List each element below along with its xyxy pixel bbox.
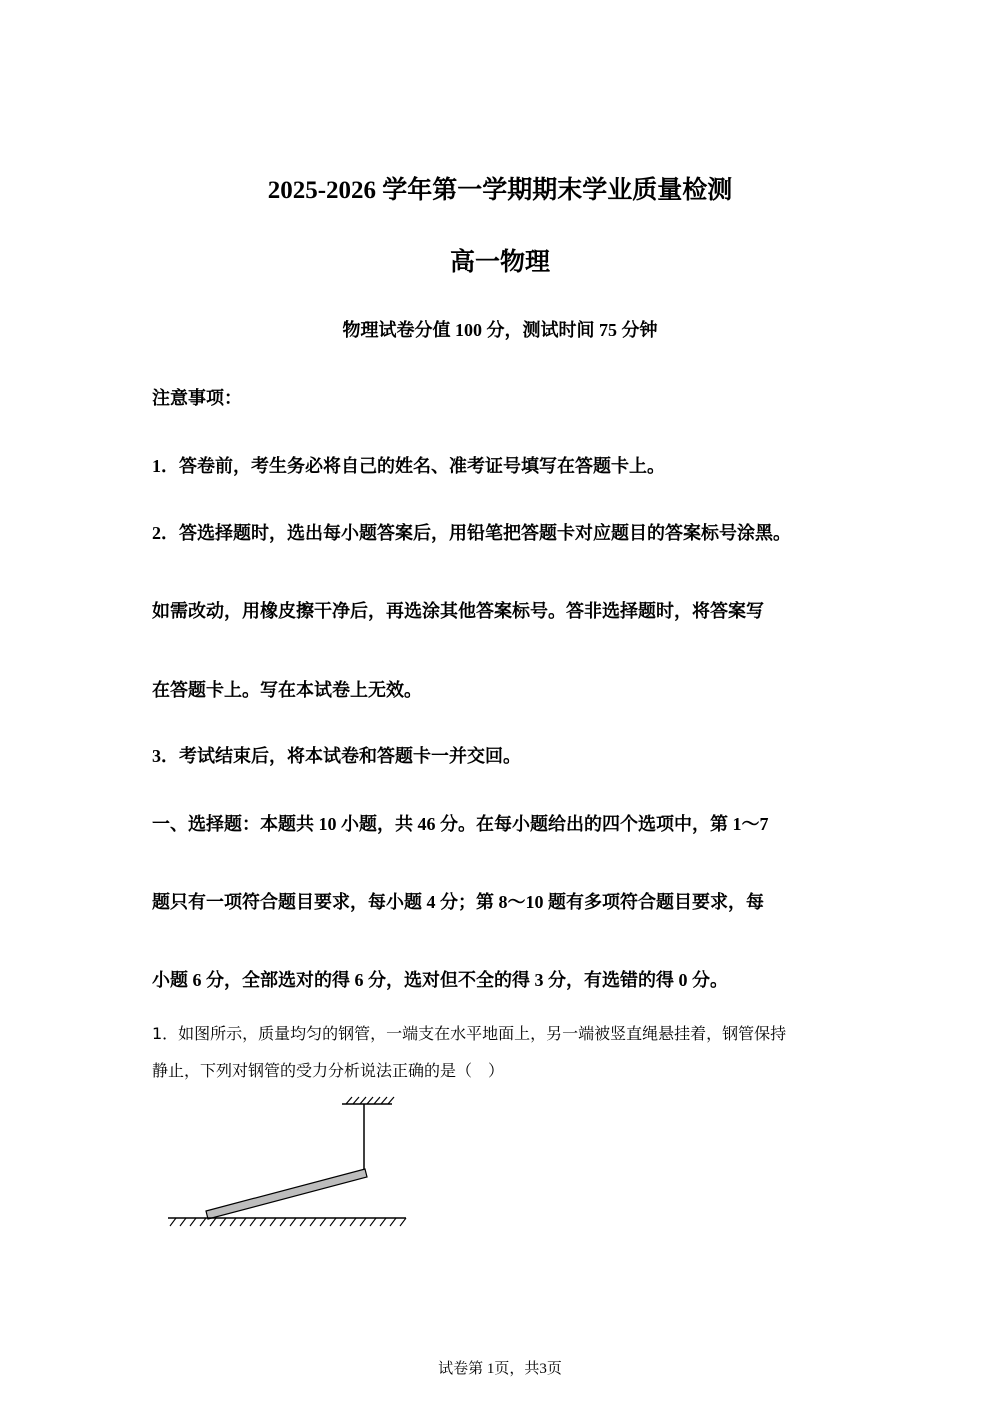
steel-pipe [206,1169,367,1219]
ground [168,1218,406,1226]
section1-line-3: 小题 6 分，全部选对的得 6 分，选对但不全的得 3 分，有选错的得 0 分。 [152,970,728,990]
notes-line-3: 如需改动，用橡皮擦干净后，再选涂其他答案标号。答非选择题时，将答案写 [152,601,764,621]
exam-info: 物理试卷分值 100 分，测试时间 75 分钟 [342,320,658,340]
page-footer: 试卷第 1页，共3页 [438,1361,562,1377]
section1-line-2: 题只有一项符合题目要求，每小题 4 分；第 8～10 题有多项符合题目要求，每 [152,892,764,912]
notes-line-1: 1．答卷前，考生务必将自己的姓名、准考证号填写在答题卡上。 [152,456,665,476]
notes-line-5: 3．考试结束后，将本试卷和答题卡一并交回。 [152,746,521,766]
notes-line-4: 在答题卡上。写在本试卷上无效。 [152,680,422,700]
section1-line-1: 一、选择题：本题共 10 小题，共 46 分。在每小题给出的四个选项中，第 1～7 [152,814,769,834]
exam-subject: 高一物理 [449,249,550,276]
question1-line-2: 静止，下列对钢管的受力分析说法正确的是（ ） [152,1061,505,1080]
steel-pipe-figure [166,1094,416,1234]
exam-title: 2025-2026 学年第一学期期末学业质量检测 [267,177,733,204]
notes-line-2: 2．答选择题时，选出每小题答案后，用铅笔把答题卡对应题目的答案标号涂黑。 [152,523,791,543]
question1-line-1: 1．如图所示，质量均匀的钢管，一端支在水平地面上，另一端被竖直绳悬挂着，钢管保持 [152,1024,787,1043]
ceiling-support [342,1097,394,1104]
notes-heading: 注意事项： [152,388,242,408]
